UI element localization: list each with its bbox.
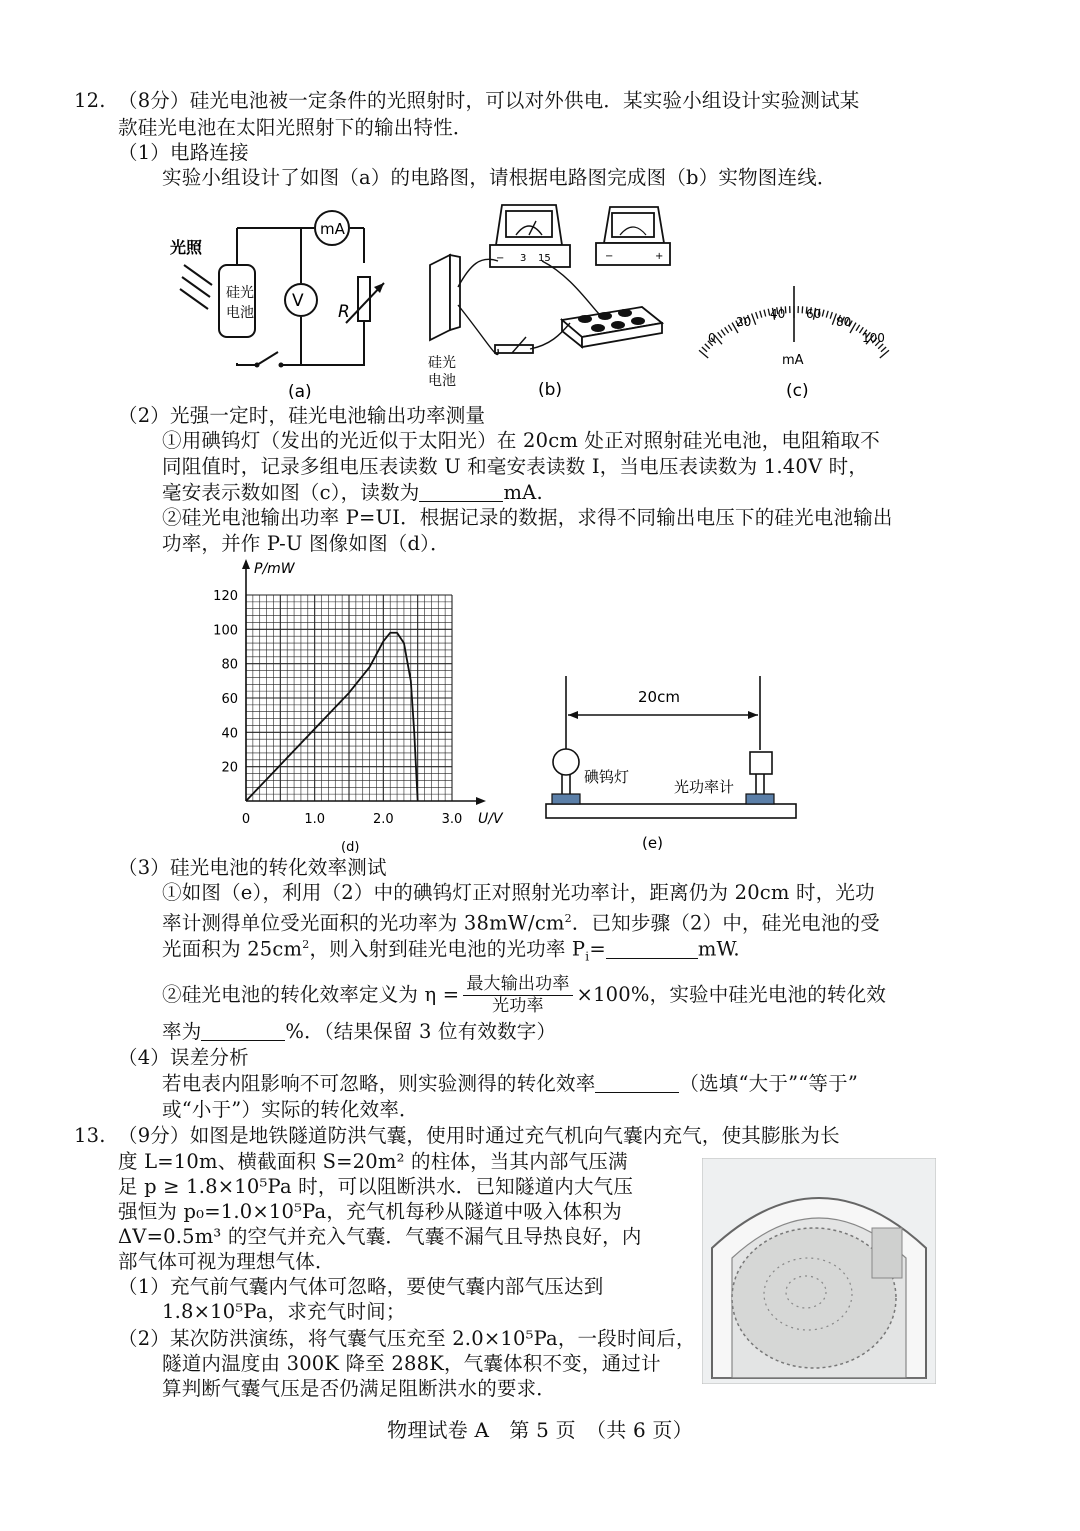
x-tick-label: 3.0 <box>441 812 463 827</box>
answer-blank-ma[interactable] <box>419 481 503 502</box>
q12-number: 12. <box>74 89 106 112</box>
y-axis-arrow <box>242 559 250 569</box>
lamp-label: 碘钨灯 <box>584 768 630 786</box>
q12-p3-s1-line3: 光面积为 $25cm^2$，则入射到硅光电池的光功率 $P_i=$ mW. <box>162 937 740 964</box>
q13-line3: 足 p ≥ 1.8×10⁵Pa 时，可以阻断洪水．已知隧道内大气压 <box>118 1175 634 1198</box>
terminal-minus: − <box>496 253 505 264</box>
scale-tick <box>718 332 722 338</box>
voltmeter-symbol: V <box>292 291 304 311</box>
terminal-15: 15 <box>538 253 551 264</box>
q13-line4: 强恒为 p₀=1.0×10⁵Pa，充气机每秒从隧道中吸入体积为 <box>118 1200 622 1223</box>
svg-text:−: − <box>605 251 614 262</box>
figure-b-setup <box>420 195 690 405</box>
q12-p3-s2-line2: 率为 %．（结果保留 3 位有效数字） <box>162 1020 557 1043</box>
figure-a-circuit <box>160 205 400 400</box>
scale-60: 60 <box>806 307 822 321</box>
scale-tick <box>702 347 707 352</box>
q13-number: 13. <box>74 1124 106 1147</box>
caption-c: (c) <box>786 381 809 401</box>
cell-label-a2: 电池 <box>226 305 254 321</box>
q12-part2-title: （2）光强一定时，硅光电池输出功率测量 <box>118 404 486 427</box>
q12-p3-s2-line1: ②硅光电池的转化效率定义为 η = $\frac{\text{最大输出功率}}{\text{光功率}}$ ×100%，实验中硅光电池的转化效 <box>162 974 887 1016</box>
q12-part3-title: （3）硅光电池的转化效率测试 <box>118 856 387 879</box>
figure-d-pu-chart <box>200 555 520 855</box>
q12-line2: 款硅光电池在太阳光照射下的输出特性． <box>118 116 473 139</box>
q13-line6: 部气体可视为理想气体． <box>118 1250 335 1273</box>
figure-c-meter-scale <box>690 280 900 405</box>
q13-line1: （9分）如图是地铁隧道防洪气囊，使用时通过充气机向气囊内充气，使其膨胀为长 <box>118 1124 840 1147</box>
caption-e: (e) <box>642 834 663 852</box>
q13-line2: 度 L=10m、横截面积 S=20m² 的柱体，当其内部气压满 <box>118 1150 628 1173</box>
scale-tick <box>756 312 758 319</box>
scale-100: 100 <box>862 331 885 345</box>
chart-grid <box>246 595 452 801</box>
efficiency-fraction: $\frac{\text{最大输出功率}}{\text{光功率}}$ <box>463 974 572 1017</box>
q12-p2-s1-line2: 同阻值时，记录多组电压表读数 U 和毫安表读数 I，当电压表读数为 1.40V 时， <box>162 455 869 478</box>
q12-part1-text: 实验小组设计了如图（a）的电路图，请根据电路图完成图（b）实物图连线． <box>162 166 837 189</box>
power-meter-label: 光功率计 <box>674 778 735 796</box>
q12-p2-s2-line2: 功率，并作 P-U 图像如图（d）． <box>162 532 450 555</box>
q12-p3-s1-line1: ①如图（e），利用（2）中的碘钨灯正对照射光功率计，距离仍为 20cm 时，光功 <box>162 881 875 904</box>
scale-tick <box>856 325 860 331</box>
resistor-label: R <box>338 302 350 322</box>
cell-label-a1: 硅光 <box>226 285 254 301</box>
q12-part4-title: （4）误差分析 <box>118 1046 249 1069</box>
x-tick-label: 0 <box>241 812 251 827</box>
q13-part1-line1: （1）充气前气囊内气体可忽略，要使气囊内部气压达到 <box>118 1275 604 1298</box>
x-axis-arrow <box>476 797 486 805</box>
cell-label-b2: 电池 <box>428 373 456 389</box>
scale-unit: mA <box>782 353 804 368</box>
y-tick-label: 20 <box>221 760 238 776</box>
page-footer: 物理试卷 A 第 5 页 （共 6 页） <box>387 1418 693 1442</box>
q13-part2-line2: 隧道内温度由 300K 降至 288K，气囊体积不变，通过计 <box>162 1352 661 1375</box>
q13-part2-line3: 算判断气囊气压是否仍满足阻断洪水的要求． <box>162 1377 557 1400</box>
q12-p2-s1-line1: ①用碘钨灯（发出的光近似于太阳光）在 20cm 处正对照射硅光电池，电阻箱取不 <box>162 429 880 452</box>
y-tick-label: 40 <box>221 726 238 742</box>
q13-line5: ΔV=0.5m³ 的空气并充入气囊．气囊不漏气且导热良好，内 <box>118 1225 642 1248</box>
scale-tick <box>752 313 756 324</box>
y-tick-label: 60 <box>221 692 238 707</box>
scale-80: 80 <box>836 315 852 329</box>
scale-tick <box>760 311 762 318</box>
x-axis-label: U/V <box>478 811 503 827</box>
light-label: 光照 <box>170 238 203 257</box>
q12-line1: （8分）硅光电池被一定条件的光照射时，可以对外供电．某实验小组设计实验测试某 <box>118 89 860 112</box>
scale-40: 40 <box>770 307 786 321</box>
y-tick-label: 100 <box>213 623 238 639</box>
q13-part2-line1: （2）某次防洪演练，将气囊气压充至 2.0×10⁵Pa，一段时间后， <box>118 1327 696 1350</box>
caption-b: (b) <box>538 380 563 400</box>
y-tick-label: 120 <box>213 589 238 604</box>
caption-a: (a) <box>288 382 312 400</box>
q12-part1-title: （1）电路连接 <box>118 141 249 164</box>
cell-label-b1: 硅光 <box>428 355 456 371</box>
scale-0: 0 <box>708 331 716 345</box>
terminal-3: 3 <box>520 253 527 264</box>
scale-tick <box>830 312 832 319</box>
q12-p3-s1-line2: 率计测得单位受光面积的光功率为 $38mW/cm^2$．已知步骤（2）中，硅光电池的受 <box>162 911 880 935</box>
x-tick-label: 2.0 <box>372 812 394 827</box>
distance-label: 20cm <box>638 688 680 706</box>
answer-blank-pi[interactable] <box>606 938 698 959</box>
series-line <box>246 633 418 801</box>
q12-p2-s1-line3: 毫安表示数如图（c），读数为 mA. <box>162 481 543 504</box>
scale-tick <box>822 310 824 317</box>
scale-tick <box>725 327 729 333</box>
y-axis-label: P/mW <box>254 561 295 577</box>
answer-blank-compare[interactable] <box>595 1072 679 1093</box>
tunnel-airbag-photo <box>702 1158 936 1384</box>
scale-tick <box>764 310 766 317</box>
q12-p4-line1: 若电表内阻影响不可忽略，则实验测得的转化效率 （选填“大于”“等于” <box>162 1072 858 1095</box>
scale-tick <box>826 311 828 318</box>
scale-tick <box>728 325 732 331</box>
x-tick-label: 1.0 <box>304 812 326 827</box>
q12-p2-s2-line1: ②硅光电池输出功率 P=UI．根据记录的数据，求得不同输出电压下的硅光电池输出 <box>162 506 893 529</box>
answer-blank-efficiency[interactable] <box>201 1020 285 1041</box>
y-tick-label: 80 <box>221 657 238 673</box>
ammeter-symbol: mA <box>320 220 345 238</box>
chart-caption: (d) <box>341 840 360 855</box>
scale-tick <box>721 330 725 336</box>
q13-part1-line2: 1.8×10⁵Pa，求充气时间； <box>162 1300 406 1323</box>
figure-e-setup <box>540 670 810 855</box>
scale-tick <box>881 347 886 352</box>
scale-20: 20 <box>736 315 752 329</box>
svg-text:+: + <box>655 251 664 262</box>
q12-p4-line2: 或“小于”）实际的转化效率． <box>162 1098 419 1121</box>
